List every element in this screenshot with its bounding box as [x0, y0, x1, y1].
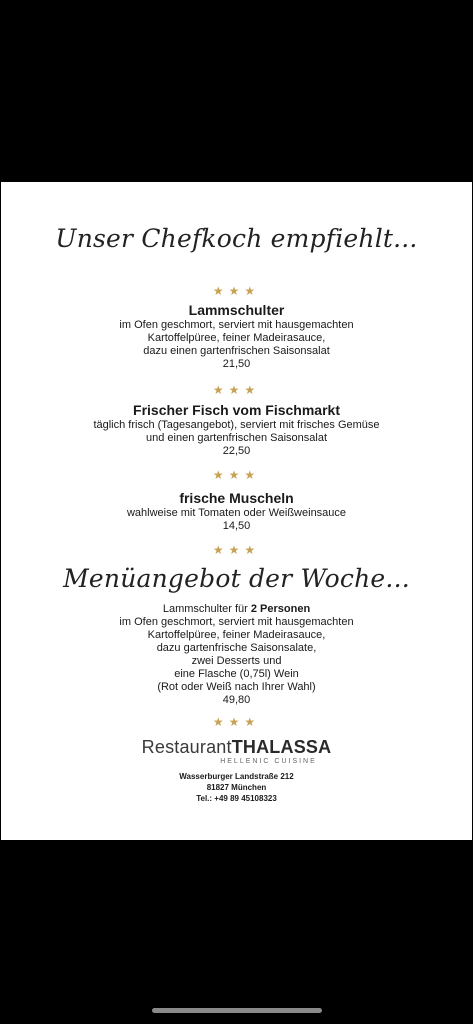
- weekly-menu-line: dazu gartenfrische Saisonsalate,: [156, 642, 317, 654]
- logo-restaurant-name: THALASSA: [231, 737, 332, 757]
- address-block: [1, 771, 472, 804]
- star-divider: ★★★: [212, 284, 261, 298]
- star-divider: ★★★: [212, 715, 261, 729]
- dish-description-line: dazu einen gartenfrischen Saisonsalat: [143, 345, 330, 357]
- logo-tagline: HELLENIC CUISINE: [220, 758, 317, 765]
- star-divider: ★★★: [212, 468, 261, 482]
- address-street: Wasserburger Landstraße 212: [179, 772, 294, 781]
- weekly-menu-line: eine Flasche (0,75l) Wein: [174, 668, 299, 680]
- weekly-menu-intro-text: Lammschulter für: [162, 603, 251, 615]
- dish-title: Lammschulter: [188, 302, 285, 318]
- dish-description-line: Kartoffelpüree, feiner Madeirasauce,: [147, 332, 326, 344]
- dish-price: 22,50: [222, 445, 251, 457]
- dish-price: 14,50: [222, 520, 251, 532]
- star-divider: ★★★: [212, 543, 261, 557]
- dish-lammschulter: [1, 302, 472, 371]
- dish-title: Frischer Fisch vom Fischmarkt: [133, 402, 340, 418]
- dish-description-line: im Ofen geschmort, serviert mit hausgemachten: [119, 319, 354, 331]
- weekly-menu-line: im Ofen geschmort, serviert mit hausgemachten: [119, 616, 354, 628]
- dish-muscheln: [1, 490, 472, 533]
- home-indicator[interactable]: [152, 1008, 322, 1013]
- dish-description-line: wahlweise mit Tomaten oder Weißweinsauce: [126, 507, 347, 519]
- dish-title: frische Muscheln: [179, 490, 294, 506]
- restaurant-logo: [1, 737, 472, 804]
- logo-restaurant-word: Restaurant: [141, 737, 232, 757]
- chef-recommends-heading: Unser Chefkoch empfiehlt...: [55, 224, 418, 253]
- weekly-menu-offer: [1, 603, 472, 707]
- dish-fisch: [1, 402, 472, 458]
- weekly-menu-persons: 2 Personen: [250, 603, 311, 615]
- weekly-menu-price: 49,80: [222, 694, 251, 706]
- weekly-menu-line: zwei Desserts und: [191, 655, 282, 667]
- dish-price: 21,50: [222, 358, 251, 370]
- star-divider: ★★★: [212, 383, 261, 397]
- weekly-menu-line: (Rot oder Weiß nach Ihrer Wahl): [157, 681, 316, 693]
- logo-wordmark: [1, 737, 472, 757]
- address-phone: Tel.: +49 89 45108323: [196, 794, 277, 803]
- weekly-menu-intro: [1, 603, 472, 616]
- dish-description-line: täglich frisch (Tagesangebot), serviert mit frisches Gemüse: [93, 419, 380, 431]
- dish-description-line: und einen gartenfrischen Saisonsalat: [145, 432, 327, 444]
- weekly-menu-heading: Menüangebot der Woche...: [63, 564, 410, 593]
- address-city: 81827 München: [206, 783, 267, 792]
- weekly-menu-line: Kartoffelpüree, feiner Madeirasauce,: [147, 629, 326, 641]
- menu-card: [1, 182, 472, 840]
